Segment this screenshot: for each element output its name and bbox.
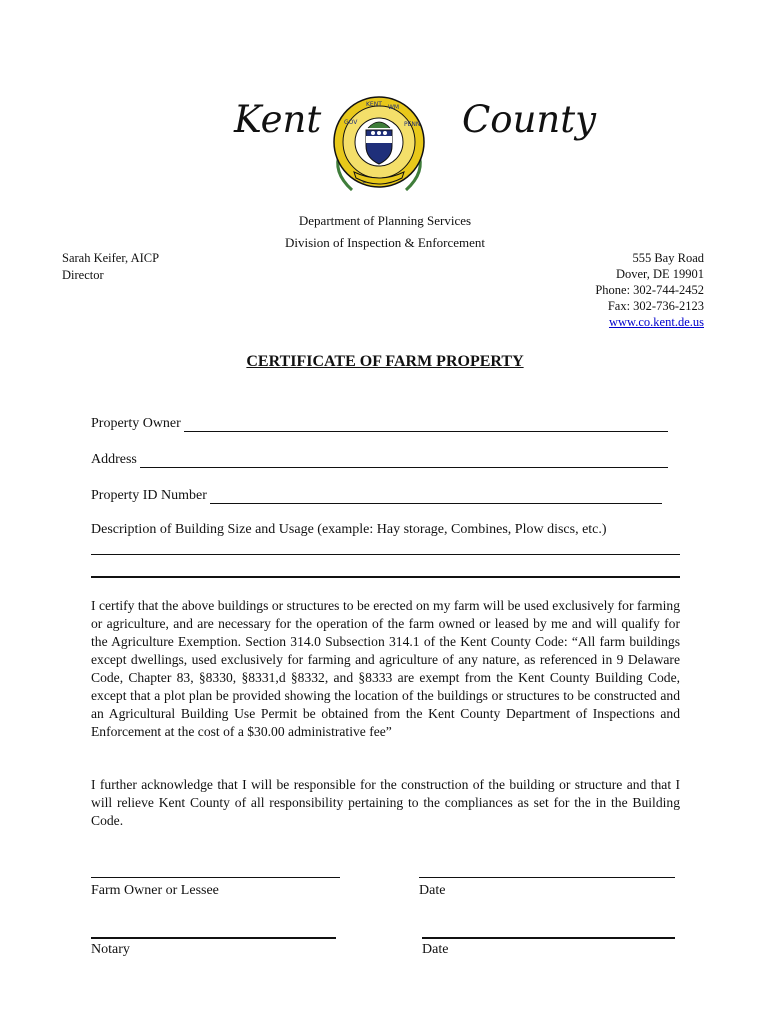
department-name: Department of Planning Services (298, 213, 472, 228)
director-name: Sarah Keifer, AICP (62, 251, 160, 265)
county-name-right: County (462, 98, 597, 141)
kent-county-seal-icon (326, 92, 432, 196)
owner-date-label: Date (419, 883, 446, 898)
owner-date-line[interactable] (419, 877, 675, 878)
description-label: Description of Building Size and Usage (example: Hay storage, Combines, Plow discs, etc.) (91, 522, 607, 537)
address-block (500, 250, 704, 330)
property-id-line[interactable] (210, 491, 662, 504)
address-field[interactable] (91, 452, 668, 468)
certification-paragraph: I certify that the above buildings or structures to be erected on my farm will be used exclusively for farming or agriculture, and are necessary for the operation of the farm owned or leased by me and will qualify for the Agriculture Exemption. Section 314.0 Subsection 314.1 of the Kent County Code: “All farm buildings except dwellings, used exclusively for farming and agriculture of any nature, as referenced in 9 Delaware Code, Chapter 83, §8330, §8331,d §8332, and §8333 are exempt from the Kent County Building Code, except that a plot plan be provided showing the location of the buildings or structures to be constructed and an Agricultural Building Use Permit be obtained from the Kent County Department of Inspections and Enforcement at the cost of a $30.00 administrative fee” (91, 598, 680, 739)
owner-signature-line[interactable] (91, 877, 340, 878)
notary-date-line[interactable] (422, 937, 675, 939)
acknowledgement-paragraph: I further acknowledge that I will be responsible for the construction of the building or structure and that I will relieve Kent County of all responsibility pertaining to the compliances as set for the in the Building Code. (91, 777, 680, 828)
svg-text:GOV: GOV (344, 119, 358, 126)
address-label: Address (91, 452, 137, 467)
phone-number: Phone: 302-744-2452 (595, 283, 704, 297)
division-name: Division of Inspection & Enforcement (284, 235, 485, 250)
address-line-2: Dover, DE 19901 (615, 267, 704, 281)
address-line[interactable] (140, 455, 668, 468)
property-id-field[interactable] (91, 488, 662, 504)
notary-signature-label: Notary (91, 942, 130, 957)
address-line-1: 555 Bay Road (632, 251, 704, 265)
website-link[interactable]: www.co.kent.de.us (608, 315, 704, 329)
owner-signature-label: Farm Owner or Lessee (91, 883, 219, 898)
county-name-left: Kent (234, 98, 322, 141)
description-line-1[interactable] (91, 554, 680, 555)
svg-text:WM: WM (388, 104, 400, 111)
property-id-label: Property ID Number (91, 488, 207, 503)
fax-number: Fax: 302-736-2123 (607, 299, 704, 313)
svg-text:KENT: KENT (366, 101, 382, 108)
property-owner-label: Property Owner (91, 416, 181, 431)
property-owner-line[interactable] (184, 419, 668, 432)
svg-text:PENN: PENN (404, 121, 421, 128)
notary-signature-line[interactable] (91, 937, 336, 939)
form-title: CERTIFICATE OF FARM PROPERTY (246, 353, 524, 370)
description-line-2[interactable] (91, 576, 680, 578)
director-title: Director (62, 268, 104, 282)
property-owner-field[interactable] (91, 416, 668, 432)
notary-date-label: Date (422, 942, 449, 957)
